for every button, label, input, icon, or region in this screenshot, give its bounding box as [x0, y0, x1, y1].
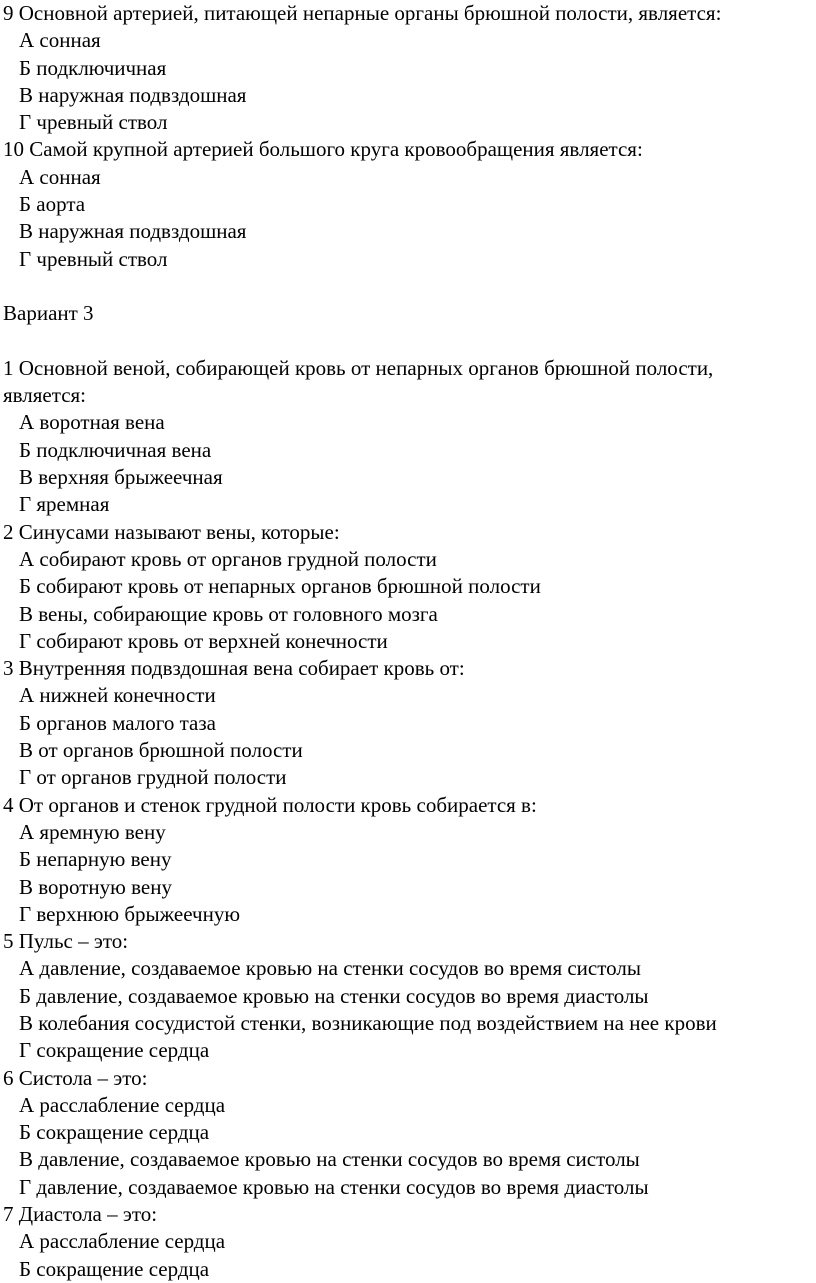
variant3-question-3 — [0, 655, 816, 791]
answer-option: Б аорта — [19, 192, 86, 217]
answer-option: Г собирают кровь от верхней конечности — [19, 628, 388, 653]
answer-option: В верхняя брыжеечная — [19, 465, 223, 490]
answer-option: Г верхнюю брыжеечную — [19, 901, 241, 926]
answer-option: Б сокращение сердца — [19, 1256, 210, 1281]
answer-option: В наружная подвздошная — [19, 219, 247, 244]
question-text: 10 Самой крупной артерией большого круга кровообращения является: — [3, 137, 643, 162]
question-10 — [0, 136, 816, 272]
answer-option: Г от органов грудной полости — [19, 765, 287, 790]
answer-option: А расслабление сердца — [19, 1092, 226, 1117]
answer-option: Б подключичная вена — [19, 437, 212, 462]
answer-option: А расслабление сердца — [19, 1229, 226, 1254]
variant3-question-2 — [0, 519, 816, 655]
question-9 — [0, 0, 816, 136]
answer-option: Б сокращение сердца — [19, 1120, 210, 1145]
variant3-question-6 — [0, 1065, 816, 1201]
answer-option: В воротную вену — [19, 874, 172, 899]
answer-option: Г давление, создаваемое кровью на стенки сосудов во время диастолы — [19, 1174, 649, 1199]
spacer — [0, 273, 816, 300]
answer-option: В вены, собирающие кровь от головного мозга — [19, 601, 438, 626]
answer-option: В колебания сосудистой стенки, возникающие под воздействием на нее крови — [19, 1010, 717, 1035]
answer-option: Б собирают кровь от непарных органов брюшной полости — [19, 574, 541, 599]
variant3-question-7 — [0, 1201, 816, 1283]
answer-option: В наружная подвздошная — [19, 82, 247, 107]
answer-option: Б органов малого таза — [19, 710, 216, 735]
question-text: 4 От органов и стенок грудной полости кровь собирается в: — [3, 792, 537, 817]
question-text: 2 Синусами называют вены, которые: — [3, 519, 340, 544]
answer-option: В давление, создаваемое кровью на стенки сосудов во время систолы — [19, 1147, 640, 1172]
question-text-continued: является: — [3, 383, 87, 408]
variant3-question-4 — [0, 792, 816, 928]
answer-option: Г яремная — [19, 492, 110, 517]
answer-option: В от органов брюшной полости — [19, 738, 303, 763]
question-text: 5 Пульс – это: — [3, 929, 129, 954]
answer-option: Б давление, создаваемое кровью на стенки сосудов во время диастолы — [19, 983, 649, 1008]
question-text: 1 Основной веной, собирающей кровь от непарных органов брюшной полости, — [3, 355, 714, 380]
answer-option: Б непарную вену — [19, 847, 172, 872]
answer-option: Г чревный ствол — [19, 110, 168, 135]
answer-option: Г чревный ствол — [19, 246, 168, 271]
answer-option: А давление, создаваемое кровью на стенки сосудов во время систолы — [19, 956, 641, 981]
answer-option: А нижней конечности — [19, 683, 216, 708]
answer-option: А собирают кровь от органов грудной полости — [19, 546, 437, 571]
answer-option: Б подключичная — [19, 55, 167, 80]
answer-option: Г сокращение сердца — [19, 1038, 210, 1063]
variant-title: Вариант 3 — [3, 301, 94, 326]
answer-option: А яремную вену — [19, 819, 166, 844]
variant3-question-1 — [0, 355, 816, 519]
question-text: 6 Систола – это: — [3, 1065, 148, 1090]
answer-option: А сонная — [19, 164, 101, 189]
question-text: 9 Основной артерией, питающей непарные органы брюшной полости, является: — [3, 1, 722, 25]
answer-option: А сонная — [19, 28, 101, 53]
question-text: 3 Внутренняя подвздошная вена собирает кровь от: — [3, 656, 465, 681]
question-text: 7 Диастола – это: — [3, 1202, 158, 1227]
spacer — [0, 328, 816, 355]
variant3-question-5 — [0, 928, 816, 1064]
answer-option: А воротная вена — [19, 410, 165, 435]
